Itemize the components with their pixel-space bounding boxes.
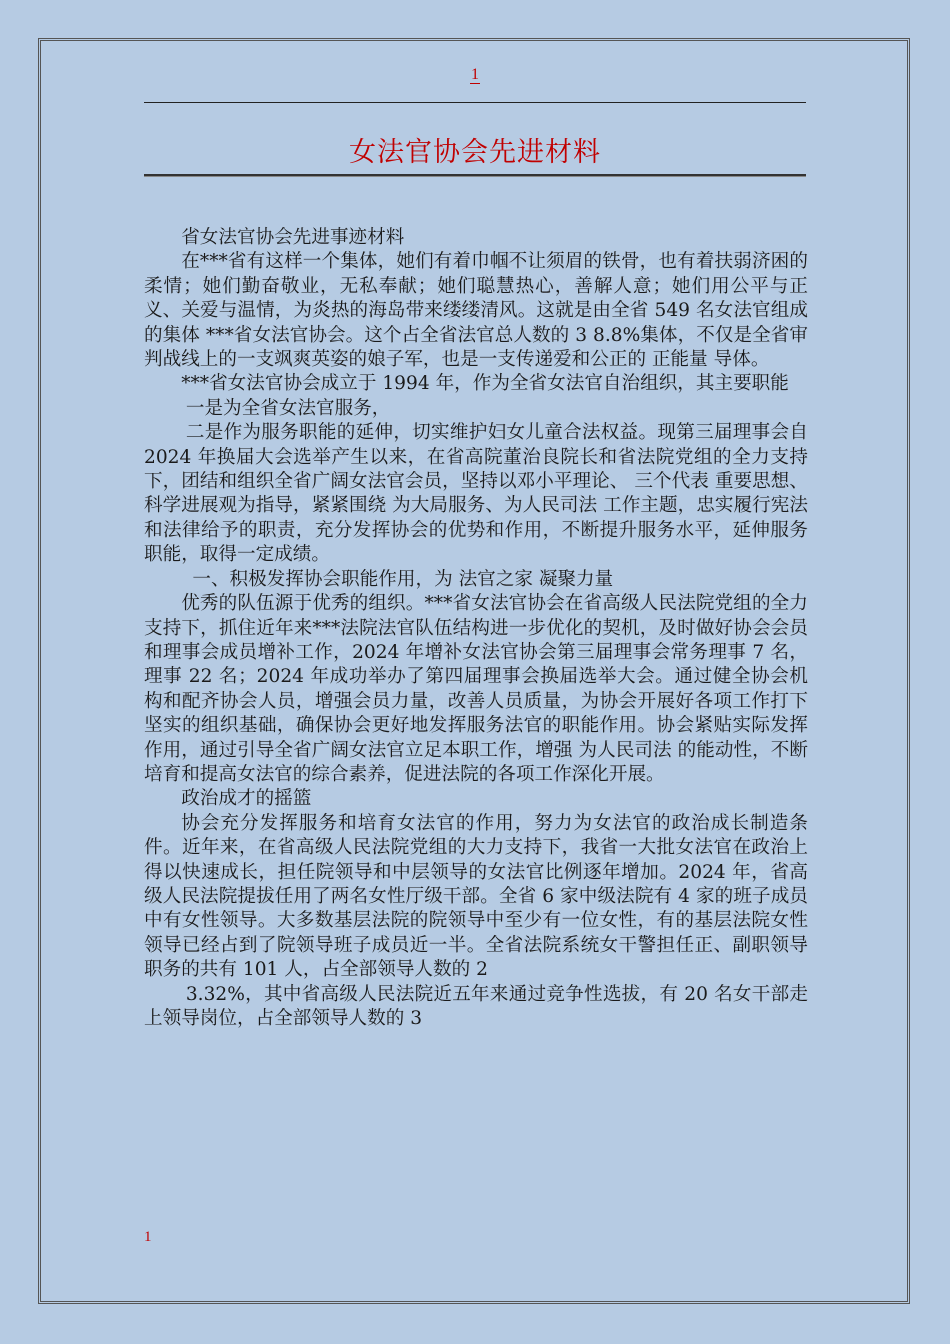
section-heading: 一、积极发挥协会职能作用，为 法官之家 凝聚力量 bbox=[192, 568, 614, 590]
document-body bbox=[144, 226, 808, 1031]
paragraph: 优秀的队伍源于优秀的组织。***省女法官协会在省高级人民法院党组的全力支持下，抓住近年来***法院法官队伍结构进一步优化的契机，及时做好协会会员和理事会成员增补工作，2024 年增补女法官协会第三届理事会常务理事 7 名，理事 22 名；2024 年成功举办了第四届理事会换届选举大会。通过健全协会机构和配齐协会人员，增强会员力量，改善人员质量，为协会开展好各项工作打下坚实的组织基础，确保协会更好地发挥服务法官的职能作用。协会紧贴实际发挥作用，通过引导全省广阔女法官立足本职工作，增强 为人民司法 的能动性，不断培育和提高女法官的综合素养，促进法院的各项工作深化开展。 bbox=[144, 593, 808, 785]
paragraph: 二是作为服务职能的延伸，切实维护妇女儿童合法权益。现第三届理事会自 2024 年换届大会选举产生以来，在省高院董治良院长和省法院党组的全力支持下，团结和组织全省广阔女法官会员，坚持以邓小平理论、 三个代表 重要思想、科学进展观为指导，紧紧围绕 为大局服务、为人民司法 工作主题，忠实履行宪法和法律给予的职责，充分发挥协会的优势和作用，不断提升服务水平，延伸服务职能，取得一定成绩。 bbox=[144, 422, 808, 566]
header-page-number: 1 bbox=[471, 66, 479, 83]
section-heading: 政治成才的摇篮 bbox=[181, 788, 312, 810]
title-rule bbox=[144, 174, 806, 176]
paragraph: ***省女法官协会成立于 1994 年，作为全省女法官自治组织，其主要职能 bbox=[181, 373, 789, 395]
section-heading: 省女法官协会先进事迹材料 bbox=[181, 227, 405, 248]
paragraph: 一是为全省女法官服务， bbox=[185, 397, 391, 419]
paragraph: 协会充分发挥服务和培育女法官的作用，努力为女法官的政治成长制造条件。近年来，在省高级人民法院党组的大力支持下，我省一大批女法官在政治上得以快速成长，担任院领导和中层领导的女法官比例逐年增加。2024 年，省高级人民法院提拔任用了两名女性厅级干部。全省 6 家中级法院有 4 家的班子成员中有女性领导。大多数基层法院的院领导中至少有一位女性，有的基层法院女性领导已经占到了院领导班子成员近一半。全省法院系统女干警担任正、副职领导职务的共有 101 人，占全部领导人数的 2 bbox=[144, 812, 808, 981]
paragraph: 在***省有这样一个集体，她们有着巾帼不让须眉的铁骨，也有着扶弱济困的柔情；她们勤奋敬业，无私奉献；她们聪慧热心，善解人意；她们用公平与正义、关爱与温情，为炎热的海岛带来缕缕清风。这就是由全省 549 名女法官组成的集体 ***省女法官协会。这个占全省法官总人数的 3 8.8%集体，不仅是全省审判战线上的一支飒爽英姿的娘子军，也是一支传递爱和公正的 正能量 导体。 bbox=[144, 251, 808, 371]
document-title: 女法官协会先进材料 bbox=[349, 137, 601, 168]
paragraph: 3.32%，其中省高级人民法院近五年来通过竞争性选拔，有 20 名女干部走上领导岗位，占全部领导人数的 3 bbox=[144, 983, 808, 1029]
footer-page-number: 1 bbox=[144, 1229, 152, 1245]
header-rule bbox=[144, 102, 806, 103]
